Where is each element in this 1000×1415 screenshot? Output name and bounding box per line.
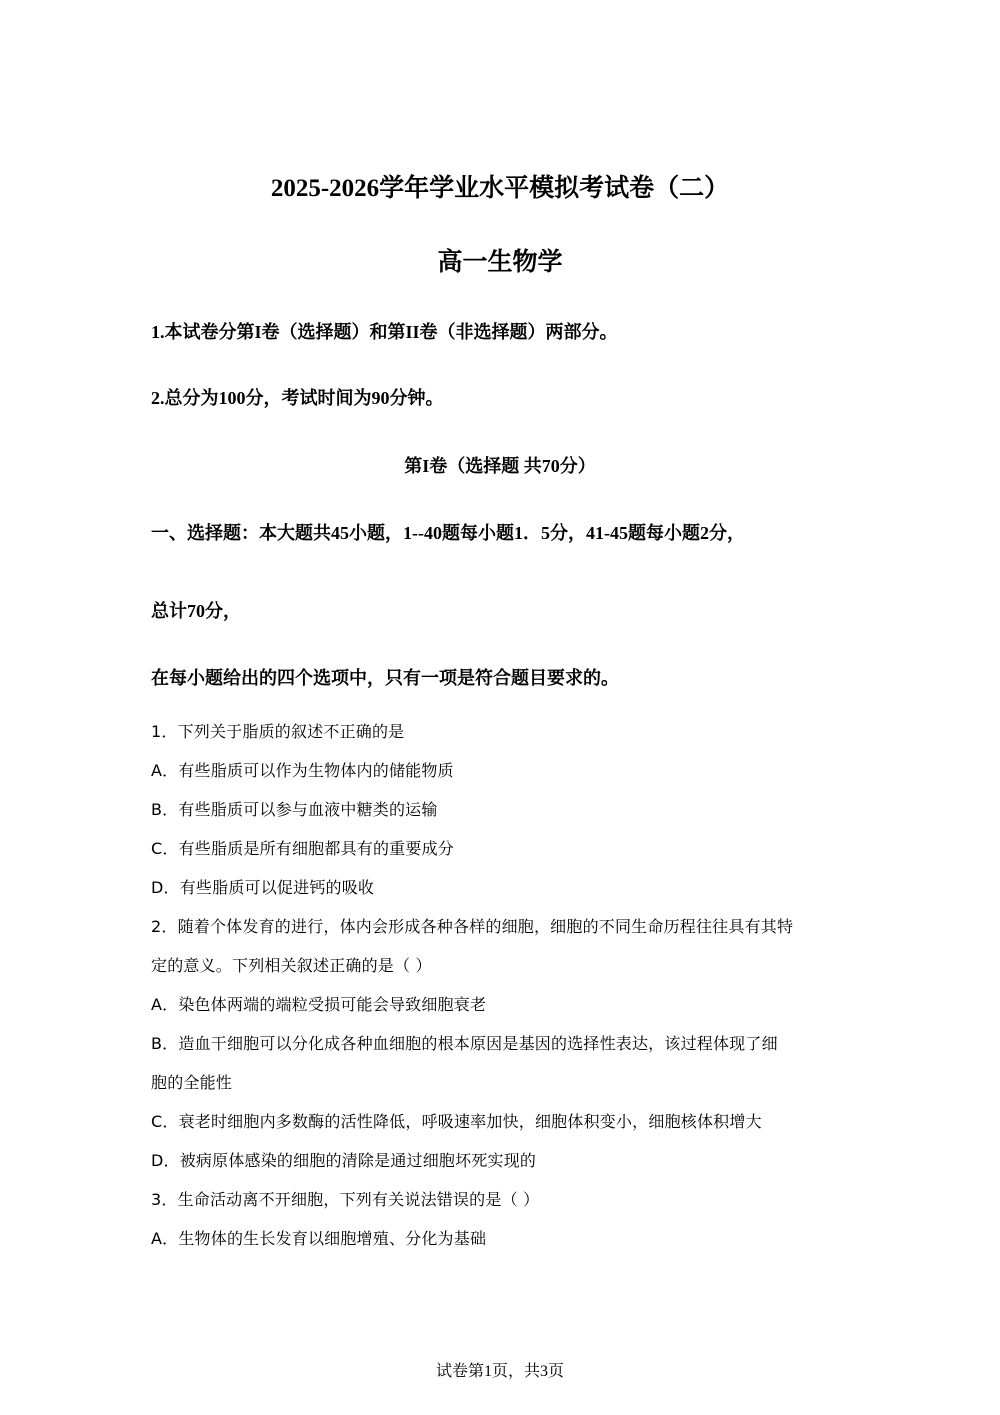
question-1-option-b: B．有些脂质可以参与血液中糖类的运输: [151, 800, 438, 819]
question-2-option-b-line-2: 胞的全能性: [151, 1073, 233, 1092]
question-2-option-c: C．衰老时细胞内多数酶的活性降低，呼吸速率加快，细胞体积变小，细胞核体积增大: [151, 1112, 762, 1131]
question-3-stem: 3．生命活动离不开细胞，下列有关说法错误的是（ ）: [151, 1190, 540, 1209]
page-footer: 试卷第1页，共3页: [435, 1363, 564, 1380]
question-2-stem-line-2: 定的意义。下列相关叙述正确的是（ ）: [151, 956, 432, 975]
question-2-option-b-line-1: B．造血干细胞可以分化成各种血细胞的根本原因是基因的选择性表达，该过程体现了细: [151, 1034, 778, 1053]
instruction-1: 1.本试卷分第I卷（选择题）和第II卷（非选择题）两部分。: [151, 322, 618, 342]
question-1-stem: 1．下列关于脂质的叙述不正确的是: [151, 722, 405, 741]
question-2-stem-line-1: 2．随着个体发育的进行，体内会形成各种各样的细胞，细胞的不同生命历程往往具有其特: [151, 917, 794, 936]
subject-title: 高一生物学: [437, 249, 563, 276]
question-2-option-a: A．染色体两端的端粒受损可能会导致细胞衰老: [151, 995, 487, 1014]
section-desc-line-1: 一、选择题：本大题共45小题，1--40题每小题1．5分，41-45题每小题2分，: [151, 523, 745, 543]
section-desc-line-2: 总计70分，: [151, 601, 241, 621]
instruction-2: 2.总分为100分，考试时间为90分钟。: [151, 388, 444, 408]
question-3-option-a: A．生物体的生长发育以细胞增殖、分化为基础: [151, 1229, 487, 1248]
section-title: 第I卷（选择题 共70分）: [404, 456, 596, 476]
question-1-option-d: D．有些脂质可以促进钙的吸收: [151, 878, 375, 897]
exam-title: 2025-2026学年学业水平模拟考试卷（二）: [270, 175, 730, 202]
question-2-option-d: D．被病原体感染的细胞的清除是通过细胞坏死实现的: [151, 1151, 537, 1170]
question-1-option-c: C．有些脂质是所有细胞都具有的重要成分: [151, 839, 454, 858]
section-desc-line-3: 在每小题给出的四个选项中，只有一项是符合题目要求的。: [151, 668, 619, 688]
question-1-option-a: A．有些脂质可以作为生物体内的储能物质: [151, 761, 454, 780]
